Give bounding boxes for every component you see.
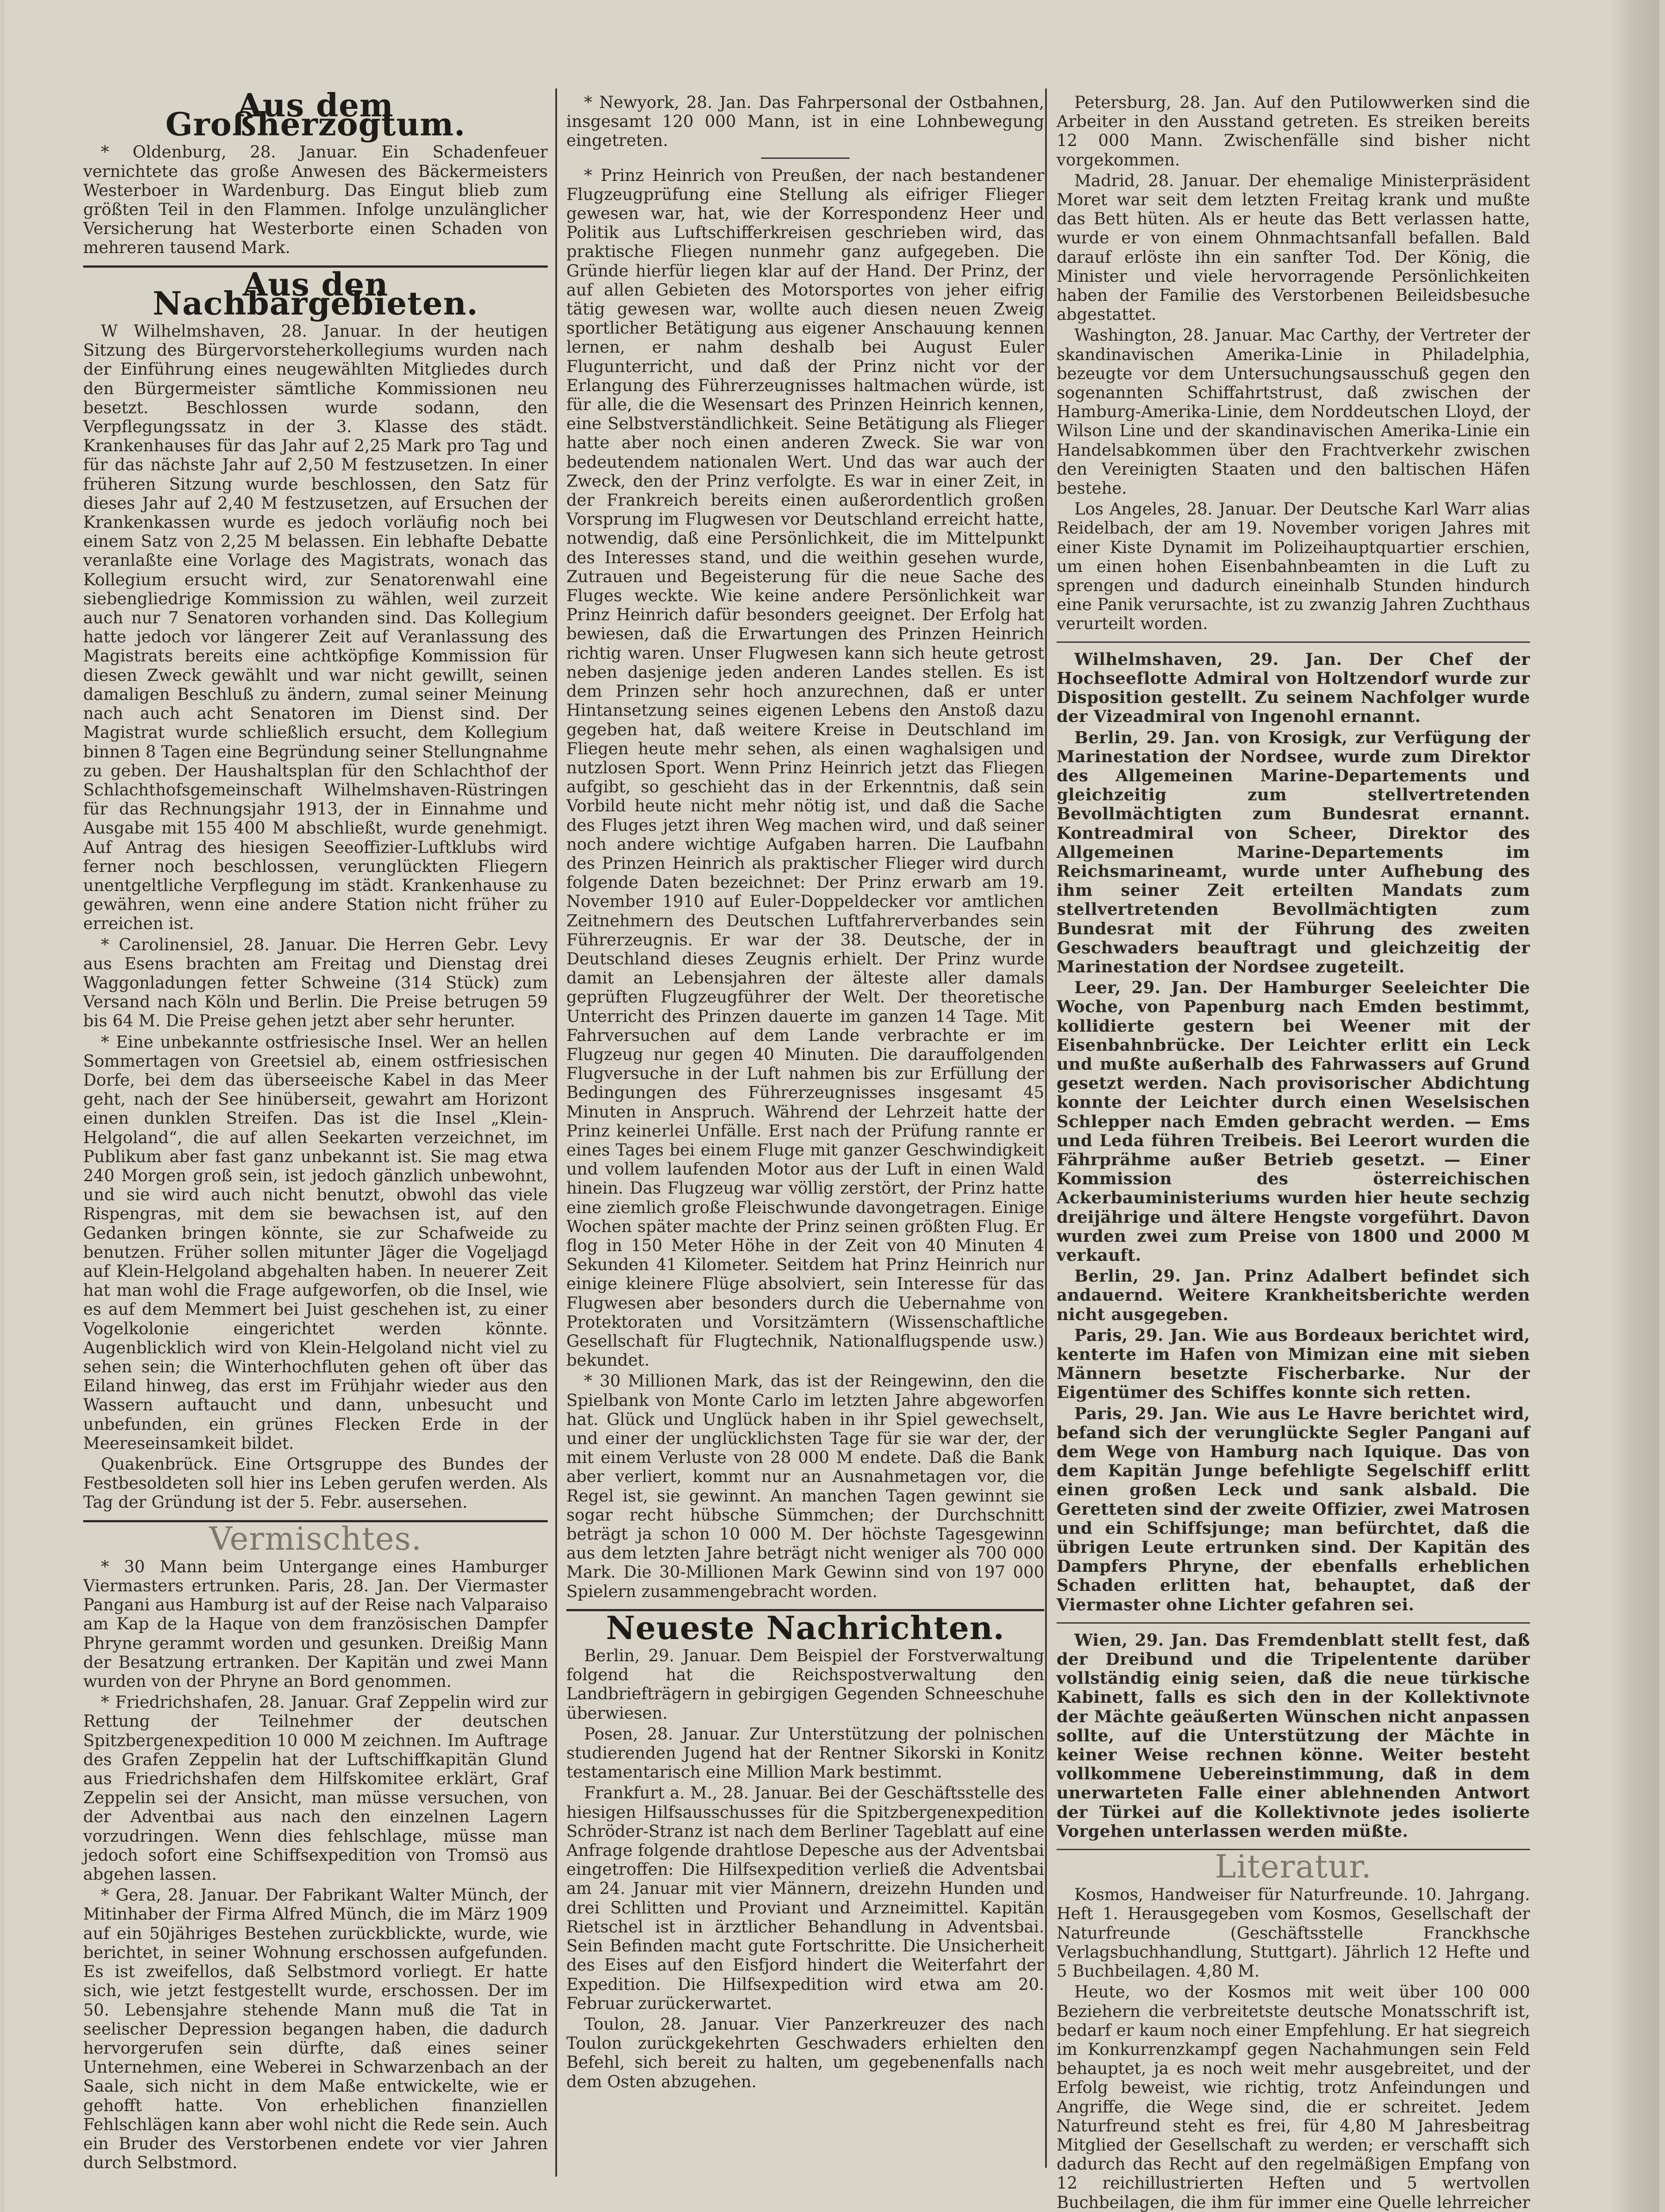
article-kosmos-review: Heute, wo der Kosmos mit weit über 100 000 Beziehern die verbreitetste deutsche Monatsschrift ist, bedarf er kaum noch einer Empfehlung. Er hat siegreich im Konkurrenzkampf gegen Nachahmungen sein Feld behauptet, ja es noch weit mehr ausgebreitet, und der Erfolg beweist, wie richtig, trotz Anfeindungen und Angriffe, die Wege sind, die er schreitet. Jedem Naturfreund steht es frei, für 4,80 M Jahresbeitrag Mitglied der Gesellschaft zu werden; er verschafft sich dadurch das Recht auf den regelmäßigen Empfang von 12 reichillustrierten Heften und 5 wertvollen Buchbeilagen, die ihm für immer eine Quelle lehrreicher [1057, 1982, 1530, 2212]
section-divider [1057, 1622, 1530, 1624]
newspaper-page [4, 0, 1659, 2212]
column-2 [566, 93, 1044, 2093]
page-edge-shadow [1611, 0, 1659, 2212]
article-los-angeles: Los Angeles, 28. Januar. Der Deutsche Karl Warr alias Reidelbach, der am 19. November vorigen Jahres mit einer Kiste Dynamit im Polizeihauptquartier erschien, um einen hohen Eisenbahnbeamten in die Luft zu sprengen und dadurch eineinhalb Stunden hindurch eine Panik verursachte, ist zu zwanzig Jahren Zuchthaus verurteilt worden. [1057, 499, 1530, 634]
article-washington: Washington, 28. Januar. Mac Carthy, der Vertreter der skandinavischen Amerika-Linie in Philadelphia, bezeugte vor dem Untersuchungsausschuß gegen den sogenannten Schiffahrtstrust, daß zwischen der Hamburg-Amerika-Linie, dem Norddeutschen Lloyd, der Wilson Line und der skandinavischen Amerika-Linie ein Handelsabkommen über den Frachtverkehr zwischen den Vereinigten Staaten und den baltischen Häfen bestehe. [1057, 326, 1530, 498]
article-newyork: * Newyork, 28. Jan. Das Fahrpersonal der Ostbahnen, insgesamt 120 000 Mann, ist in eine Lohnbewegung eingetreten. [566, 93, 1044, 150]
article-friedrichshafen: * Friedrichshafen, 28. Januar. Graf Zeppelin wird zur Rettung der Teilnehmer der deutschen Spitzbergenexpedition 10 000 M zeichnen. Im Auftrage des Grafen Zeppelin hat der Luftschiffkapitän Glund aus Friedrichshafen dem Hilfskomitee erklärt, Graf Zeppelin sei der Ansicht, man müsse versuchen, von der Adventbai aus nach den einzelnen Lagern vorzudringen. Wenn dies fehlschlage, müsse man jedoch sofort eine Schiffsexpedition von Tromsö aus abgehen lassen. [83, 1693, 548, 1884]
telegram-paris-le-havre: Paris, 29. Jan. Wie aus Le Havre berichtet wird, befand sich der verunglückte Segler Pangani auf dem Wege von Hamburg nach Iquique. Das von dem Kapitän Junge befehligte Segelschiff erlitt einen großen Leck und sank alsbald. Die Geretteten sind der zweite Offizier, zwei Matrosen und ein Schiffsjunge; man befürchtet, daß die übrigen Leute ertrunken sind. Der Kapitän des Dampfers Phryne, der ebenfalls erheblichen Schaden erlitten hat, behauptet, daß der Viermaster ohne Lichter gefahren sei. [1057, 1403, 1530, 1614]
section-heading-vermischtes: Vermischtes. [209, 1520, 422, 1557]
section-heading-neueste-nachrichten: Neueste Nachrichten. [606, 1609, 1005, 1647]
telegram-paris-bordeaux: Paris, 29. Jan. Wie aus Bordeaux berichtet wird, kenterte im Hafen von Mimizan eine mit sieben Männern besetzte Fischerbarke. Nur der Eigentümer des Schiffes konnte sich retten. [1057, 1325, 1530, 1402]
section-heading-grossherzogtum: Aus dem Großherzogtum. [165, 86, 466, 143]
column-1 [83, 86, 548, 2174]
article-berlin-post: Berlin, 29. Januar. Dem Beispiel der Forstverwaltung folgend hat die Reichspostverwaltung den Landbriefträgern in gebirgigen Gegenden Schneeschuhe überwiesen. [566, 1646, 1044, 1723]
article-quakenbrueck: Quakenbrück. Eine Ortsgruppe des Bundes der Festbesoldeten soll hier ins Leben gerufen werden. Als Tag der Gründung ist der 5. Febr. ausersehen. [83, 1455, 548, 1512]
telegram-wilhelmshaven: Wilhelmshaven, 29. Jan. Der Chef der Hochseeflotte Admiral von Holtzendorf wurde zur Disposition gestellt. Zu seinem Nachfolger wurde der Vizeadmiral von Ingenohl ernannt. [1057, 649, 1530, 726]
article-petersburg: Petersburg, 28. Jan. Auf den Putilowwerken sind die Arbeiter in den Ausstand getreten. Es streiken bereits 12 000 Mann. Zwischenfälle sind bisher nicht vorgekommen. [1057, 93, 1530, 169]
telegram-wien: Wien, 29. Jan. Das Fremdenblatt stellt fest, daß der Dreibund und die Tripelentente darüber vollständig einig seien, daß die neue türkische Kabinett, falls es sich den in der Kollektivnote der Mächte geäußerten Wünschen nicht anpassen sollte, auf die Unterstützung der Mächte in keiner Weise rechnen könne. Weiter besteht vollkommene Uebereinstimmung, daß in dem unerwarteten Falle einer ablehnenden Antwort der Türkei auf die Kollektivnote jedes isolierte Vorgehen unterlassen werden müßte. [1057, 1630, 1530, 1841]
article-madrid: Madrid, 28. Januar. Der ehemalige Ministerpräsident Moret war seit dem letzten Freitag krank und mußte das Bett hüten. Als er heute das Bett verlassen hatte, wurde er von einem Ohnmachtsanfall befallen. Bald darauf erlöste ihn ein sanfter Tod. Der König, die Minister und viele hervorragende Persönlichkeiten haben der Familie des Verstorbenen Beileidsbesuche abgestattet. [1057, 171, 1530, 324]
section-heading-nachbargebiete: Aus den Nachbargebieten. [153, 265, 478, 322]
column-3 [1057, 93, 1530, 2212]
telegram-berlin-adalbert: Berlin, 29. Jan. Prinz Adalbert befindet sich andauernd. Weitere Krankheitsberichte werden nicht ausgegeben. [1057, 1266, 1530, 1324]
article-unbekannte-insel: * Eine unbekannte ostfriesische Insel. Wer an hellen Sommertagen von Greetsiel ab, einem ostfriesischen Dorfe, bei dem das überseeische Kabel in das Meer geht, nach der See hinüberseit, gewahrt am Horizont einen dunklen Streifen. Das ist die Insel „Klein-Helgoland“, die auf allen Seekarten verzeichnet, im Publikum aber fast ganz unbekannt ist. Sie mag etwa 240 Morgen groß sein, ist jedoch gänzlich unbewohnt, und sie wird auch nicht benutzt, obwohl das viele Rispengras, mit dem sie bewachsen ist, auf den Gedanken bringen könnte, sie zur Schafweide zu benutzen. Früher sollen mitunter Jäger die Vogeljagd auf Klein-Helgoland abgehalten haben. In neuerer Zeit hat man wohl die Frage aufgeworfen, ob die Insel, wie es auf dem Memmert bei Juist geschehen ist, zu einer Vogelkolonie eingerichtet werden könnte. Augenblicklich wird von Klein-Helgoland nicht viel zu sehen sein; die Winterhochfluten gehen oft über das Eiland hinweg, das erst im Frühjahr wieder aus den Wassern auftaucht und dann, unbesucht und unbefunden, ein grünes Flecken Erde in der Meereseinsamkeit bildet. [83, 1032, 548, 1453]
article-gera: * Gera, 28. Januar. Der Fabrikant Walter Münch, der Mitinhaber der Firma Alfred Münch, die im März 1909 auf ein 50jähriges Bestehen zurückblickte, wurde, wie berichtet, in seiner Wohnung erschossen aufgefunden. Es ist zweifellos, daß Selbstmord vorliegt. Er hatte sich, wie jetzt festgestellt wurde, erschossen. Der im 50. Lebensjahre stehende Mann muß die Tat in seelischer Depression begangen haben, die dadurch hervorgerufen sein dürfte, daß eines seiner Unternehmen, eine Weberei in Schwarzenbach an der Saale, sich nicht in dem Maße entwickelte, wie er gehofft hatte. Von erheblichen finanziellen Fehlschlägen kann aber wohl nicht die Rede sein. Auch ein Bruder des Verstorbenen endete vor vier Jahren durch Selbstmord. [83, 1886, 548, 2173]
article-oldenburg: * Oldenburg, 28. Januar. Ein Schadenfeuer vernichtete das große Anwesen des Bäckermeisters Westerboer in Wardenburg. Das Eingut blieb zum größten Teil in den Flammen. Infolge unzulänglicher Versicherung hat Westerborte einen Schaden von mehreren tausend Mark. [83, 142, 548, 257]
column-rule-1 [555, 88, 557, 2177]
section-divider [1057, 641, 1530, 643]
column-rule-2 [1045, 88, 1047, 2168]
article-wilhelmshaven: W Wilhelmshaven, 28. Januar. In der heutigen Sitzung des Bürgervorsteherkollegiums wurden nach der Einführung eines neugewählten Mitgliedes durch den Bürgermeister sämtliche Kommissionen neu besetzt. Beschlossen wurde sodann, den Verpflegungssatz in der 3. Klasse des städt. Krankenhauses für das Jahr auf 2,25 Mark pro Tag und für das nächste Jahr auf 2,50 M festzusetzen. In einer früheren Sitzung wurde beschlossen, den Satz für dieses Jahr auf 2,40 M festzusetzen, auf Ersuchen der Krankenkassen wurde es jedoch vorläufig noch bei einem Satz von 2,25 M belassen. Ein lebhafte Debatte veranlaßte eine Vorlage des Magistrats, wonach das Kollegium ersucht wird, zur Senatorenwahl eine siebengliedrige Kommission zu wählen, weil zurzeit auch nur 7 Senatoren vorhanden sind. Das Kollegium hatte jedoch vor längerer Zeit auf Veranlassung des Magistrats bereits eine achtköpfige Kommission für diesen Zweck gewählt und war nicht gewillt, seinen damaligen Beschluß zu ändern, zumal seiner Meinung nach auch acht Senatoren im Dienst sind. Der Magistrat wurde schließlich ersucht, dem Kollegium binnen 8 Tagen eine Begründung seiner Stellungnahme zu geben. Der Haushaltsplan für den Schlachthof der Schlachthofsgemeinschaft Wilhelmshaven-Rüstringen für das Rechnungsjahr 1913, der in Einnahme und Ausgabe mit 155 400 M abschließt, wurde genehmigt. Auf Antrag des hiesigen Seeoffizier-Luftklubs wird ferner noch beschlossen, verunglückten Fliegern unentgeltliche Verpflegung im städt. Krankenhause zu gewähren, wenn eine andere Station nicht früher zu erreichen ist. [83, 322, 548, 933]
article-monte-carlo: * 30 Millionen Mark, das ist der Reingewinn, den die Spielbank von Monte Carlo im letzten Jahre abgeworfen hat. Glück und Unglück haben in ihr Spiel gewechselt, und einer der unglücklichsten Tage für sie war der, der mit einem Verluste von 28 000 M endete. Daß die Bank aber verliert, kommt nur an Ausnahmetagen vor, die Regel ist, sie gewinnt. An manchen Tagen gewinnt sie sogar recht hübsche Sümmchen; der Durchschnitt beträgt ja schon 10 000 M. Der höchste Tagesgewinn aus dem letzten Jahre beträgt nicht weniger als 700 000 Mark. Die 30-Millionen Mark Gewinn sind von 197 000 Spielern zusammengebracht worden. [566, 1371, 1044, 1601]
article-divider [761, 157, 850, 159]
telegram-berlin-krosigk: Berlin, 29. Jan. von Krosigk, zur Verfügung der Marinestation der Nordsee, wurde zum Direktor des Allgemeinen Marine-Departements und gleichzeitig zum stellvertretenden Bevollmächtigten zum Bundesrat ernannt. Kontreadmiral von Scheer, Direktor des Allgemeinen Marine-Departements im Reichsmarineamt, wurde unter Aufhebung des ihm seiner Zeit erteilten Mandats zum stellvertretenden Bevollmächtigten zum Bundesrat mit der Führung des zweiten Geschwaders beauftragt und gleichzeitig der Marinestation der Nordsee zugeteilt. [1057, 727, 1530, 976]
telegram-leer: Leer, 29. Jan. Der Hamburger Seeleichter Die Woche, von Papenburg nach Emden bestimmt, kollidierte gestern bei Weener mit der Eisenbahnbrücke. Der Leichter erlitt ein Leck und mußte außerhalb des Fahrwassers auf Grund gesetzt werden. Nach provisorischer Abdichtung konnte der Leichter durch einen Weselsischen Schlepper nach Emden gebracht werden. — Ems und Leda führen Treibeis. Bei Leerort wurden die Fährprähme außer Betrieb gesetzt. — Einer Kommission des österreichischen Ackerbauministeriums wurden hier heute sechzig dreijährige und ältere Hengste vorgeführt. Davon wurden zwei zum Preise von 1800 und 2000 M verkauft. [1057, 978, 1530, 1265]
article-hamburger-viermaster: * 30 Mann beim Untergange eines Hamburger Viermasters ertrunken. Paris, 28. Jan. Der Viermaster Pangani aus Hamburg ist auf der Reise nach Valparaiso am Kap de la Haque von dem französischen Dampfer Phryne gerammt worden und gesunken. Dreißig Mann der Besatzung ertranken. Der Kapitän und zwei Mann wurden von der Phryne an Bord genommen. [83, 1557, 548, 1691]
article-posen: Posen, 28. Januar. Zur Unterstützung der polnischen studierenden Jugend hat der Rentner Sikorski in Konitz testamentarisch eine Million Mark bestimmt. [566, 1724, 1044, 1782]
article-toulon: Toulon, 28. Januar. Vier Panzerkreuzer des nach Toulon zurückgekehrten Geschwaders erhielten den Befehl, sich bereit zu halten, um gegebenenfalls nach dem Osten abzugehen. [566, 2014, 1044, 2091]
article-carolinensiel: * Carolinensiel, 28. Januar. Die Herren Gebr. Levy aus Esens brachten am Freitag und Dienstag drei Waggonladungen fetter Schweine (314 Stück) zum Versand nach Köln und Berlin. Die Preise betrugen 59 bis 64 M. Die Preise gehen jetzt aber sehr herunter. [83, 935, 548, 1031]
section-heading-literatur: Literatur. [1215, 1848, 1372, 1886]
article-prinz-heinrich: * Prinz Heinrich von Preußen, der nach bestandener Flugzeugprüfung eine Stellung als eifriger Flieger gewesen war, hat, wie der Korrespondenz Heer und Politik aus Luftschifferkreisen geschrieben wird, das praktische Fliegen nunmehr ganz aufgegeben. Die Gründe hierfür liegen klar auf der Hand. Der Prinz, der auf allen Gebieten des Motorsportes von jeher eifrig tätig gewesen war, wollte auch diesen neuen Zweig sportlicher Betätigung aus eigener Anschauung kennen lernen, er nahm deshalb bei August Euler Flugunterricht, und daß der Prinz nicht vor der Erlangung des Führerzeugnisses haltmachen würde, ist für alle, die die Wesensart des Prinzen Heinrich kennen, eine Selbstverständlichkeit. Seine Betätigung als Flieger hatte aber noch einen anderen Zweck. Sie war von bedeutendem nationalen Wert. Und das war auch der Zweck, den der Prinz verfolgte. Es war in einer Zeit, in der Frankreich bereits einen außerordentlich großen Vorsprung im Flugwesen vor Deutschland erreicht hatte, notwendig, daß eine Persönlichkeit, die im Mittelpunkt des Interesses stand, und die weithin gesehen wurde, Zutrauen und Begeisterung für die neue Sache des Fluges weckte. Wie keine andere Persönlichkeit war Prinz Heinrich dafür besonders geeignet. Der Erfolg hat bewiesen, daß die Erwartungen des Prinzen Heinrich richtig waren. Unser Flugwesen kann sich heute getrost neben dasjenige jeden anderen Landes stellen. Es ist dem Prinzen sehr hoch anzurechnen, daß er unter Hintansetzung seines eigenen Lebens den Anstoß dazu gegeben hat, daß weitere Kreise in Deutschland im Fliegen heute mehr sehen, als einen waghalsigen und nutzlosen Sport. Wenn Prinz Heinrich jetzt das Fliegen aufgibt, so geschieht das in der Erkenntnis, daß sein Vorbild heute nicht mehr nötig ist, und daß die Sache des Fluges jetzt ihren Weg machen wird, und daß seiner noch andere wichtige Aufgaben harren. Die Laufbahn des Prinzen Heinrich als praktischer Flieger wird durch folgende Daten bezeichnet: Der Prinz erwarb am 19. November 1910 auf Euler-Doppeldecker vor amtlichen Zeitnehmern des Deutschen Luftfahrerverbandes sein Führerzeugnis. Er war der 38. Deutsche, der in Deutschland dieses Zeugnis erhielt. Der Prinz wurde damit an Lebensjahren der älteste aller damals geprüften Flugzeugführer der Welt. Der theoretische Unterricht des Prinzen dauerte im ganzen 14 Tage. Mit Fahrversuchen auf dem Lande verbrachte er im Flugzeug nur gegen 40 Minuten. Die darauffolgenden Flugversuche in der Luft nahmen bis zur Erfüllung der Bedingungen des Führerzeugnisses insgesamt 45 Minuten in Anspruch. Während der Lehrzeit hatte der Prinz keinerlei Unfälle. Erst nach der Prüfung rannte er eines Tages bei einem Fluge mit ganzer Geschwindigkeit und vollem laufenden Motor aus der Luft in einen Wald hinein. Das Flugzeug war völlig zerstört, der Prinz hatte eine ziemlich große Fleischwunde davongetragen. Einige Wochen später machte der Prinz seinen größten Flug. Er flog in 150 Meter Höhe in der Zeit von 40 Minuten 4 Sekunden 41 Kilometer. Seitdem hat Prinz Heinrich nur einige kleinere Flüge absolviert, sein Interesse für das Flugwesen aber besonders durch die Uebernahme von Protektoraten und Vorsitzämtern (Wissenschaftliche Gesellschaft für Flugtechnik, Nationalflugspende usw.) bekundet. [566, 165, 1044, 1370]
article-frankfurt: Frankfurt a. M., 28. Januar. Bei der Geschäftsstelle des hiesigen Hilfsausschusses für die Spitzbergenexpedition Schröder-Stranz ist nach dem Berliner Tageblatt auf eine Anfrage folgende drahtlose Depesche aus der Adventsbai eingetroffen: Die Hilfsexpedition verließ die Adventsbai am 24. Januar mit vier Männern, dreizehn Hunden und drei Schlitten und Proviant und Arzneimittel. Kapitän Rietschel ist in ärztlicher Behandlung in Adventsbai. Sein Befinden macht gute Fortschritte. Die Unsicherheit des Eises auf den Eisfjord hindert die Weiterfahrt der Expedition. Die Hilfsexpedition wird etwa am 20. Februar zurückerwartet. [566, 1783, 1044, 2013]
article-kosmos: Kosmos, Handweiser für Naturfreunde. 10. Jahrgang. Heft 1. Herausgegeben vom Kosmos, Gesellschaft der Naturfreunde (Geschäftsstelle Franckhsche Verlagsbuchhandlung, Stuttgart). Jährlich 12 Hefte und 5 Buchbeilagen. 4,80 M. [1057, 1885, 1530, 1981]
